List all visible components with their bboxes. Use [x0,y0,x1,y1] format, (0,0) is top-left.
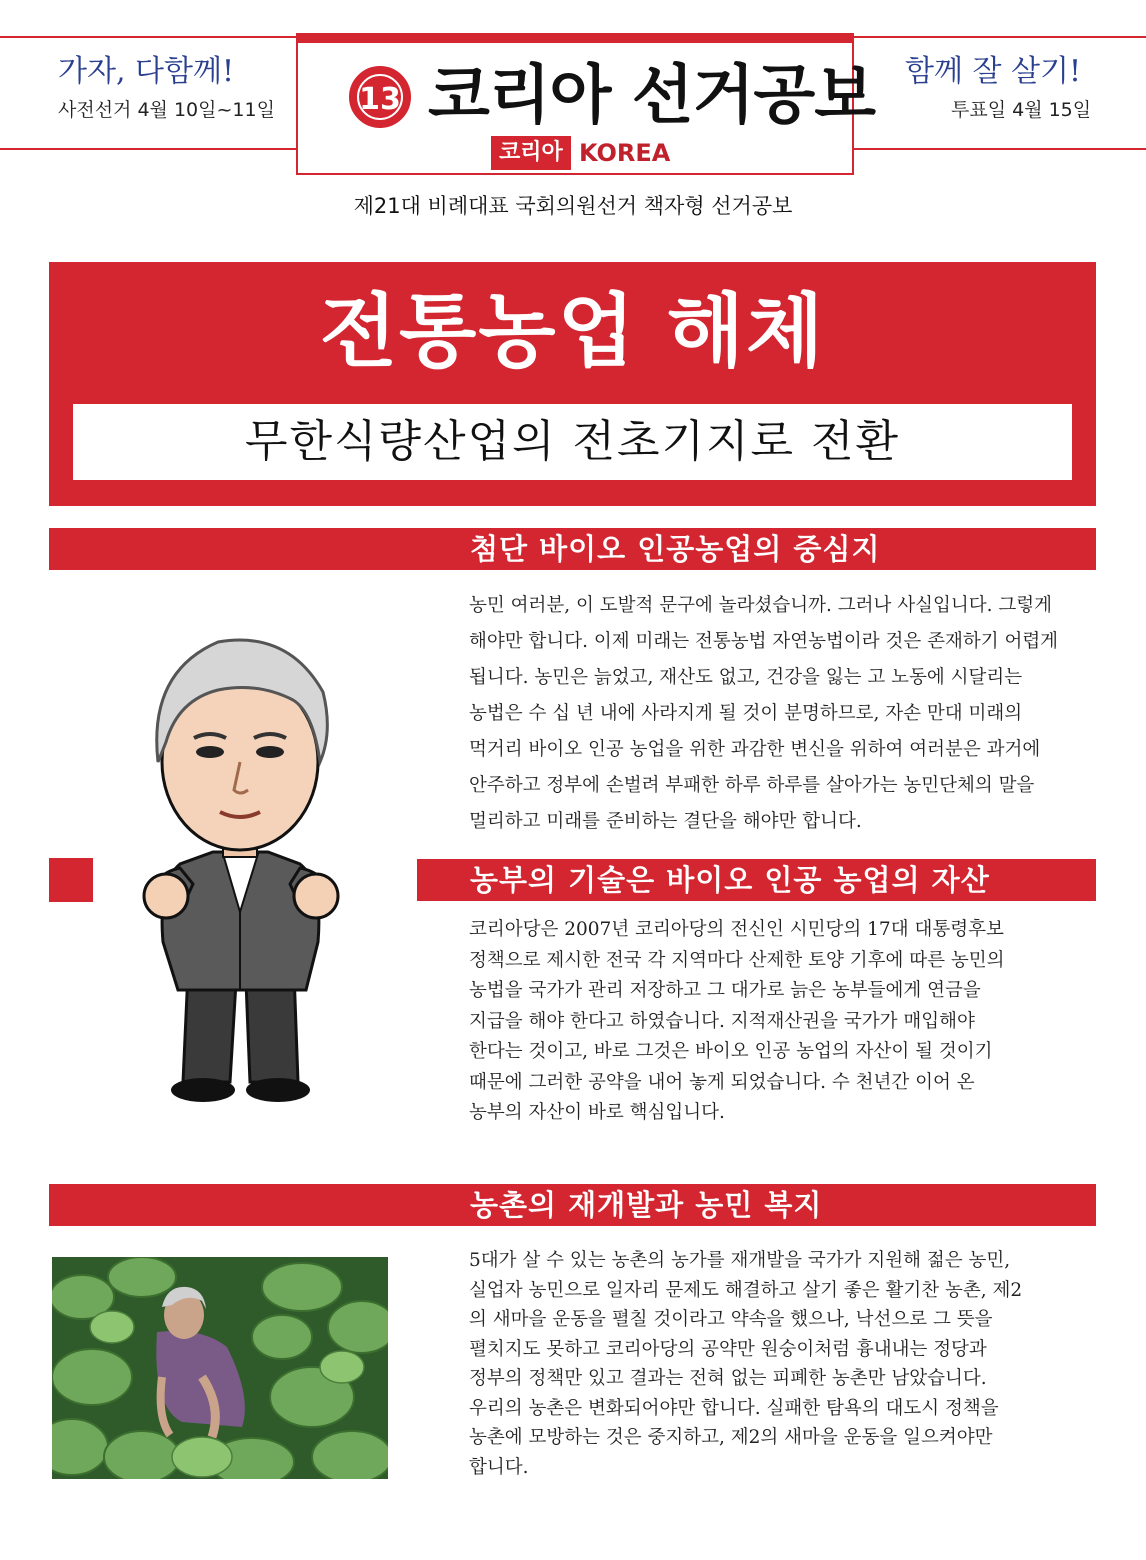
early-vote-date: 사전선거 4월 10일~11일 [58,99,275,121]
body-line: 한다는 것이고, 바로 그것은 바이오 인공 농업의 자산이 될 것이기 [469,1041,993,1062]
body-line: 펼치지도 못하고 코리아당의 공약만 원숭이처럼 흉내내는 정당과 [469,1338,987,1360]
body-line: 합니다. [469,1456,529,1478]
body-line: 해야만 합니다. 이제 미래는 전통농법 자연농법이라 것은 존재하기 어렵게 [469,631,1059,652]
slogan-right: 함께 잘 살기! [905,54,1082,89]
body-line: 농촌에 모방하는 것은 중지하고, 제2의 새마을 운동을 일으켜야만 [469,1427,993,1448]
masthead-top-band [296,33,854,43]
section-body-3 [469,1246,1022,1482]
body-line: 코리아당은 2007년 코리아당의 전신인 시민당의 17대 대통령후보 [469,919,1004,940]
body-line: 우리의 농촌은 변화되어야만 합니다. 실패한 탐욕의 대도시 정책을 [469,1397,999,1419]
body-line: 실업자 농민으로 일자리 문제도 해결하고 살기 좋은 활기찬 농촌, 제2 [469,1279,1023,1301]
ballot-number-badge [349,66,411,128]
body-line: 농법을 국가가 관리 저장하고 그 대가로 늙은 농부들에게 연금을 [469,980,981,1001]
section-title-1: 첨단 바이오 인공농업의 중심지 [470,532,881,566]
election-subtitle: 제21대 비례대표 국회의원선거 책자형 선거공보 [353,194,793,218]
body-line: 안주하고 정부에 손벌려 부패한 하루 하루를 살아가는 농민단체의 말을 [469,775,1035,796]
hero-subtitle: 무한식량산업의 전초기지로 전환 [244,416,901,467]
body-line: 농민 여러분, 이 도발적 문구에 놀라셨습니까. 그러나 사실입니다. 그렇게 [469,595,1052,616]
body-line: 먹거리 바이오 인공 농업을 위한 과감한 변신을 위하여 여러분은 과거에 [469,739,1041,760]
body-line: 지급을 해야 한다고 하였습니다. 지적재산권을 국가가 매입해야 [469,1010,975,1032]
body-line: 의 새마을 운동을 펼칠 것이라고 약속을 했으나, 낙선으로 그 뜻을 [469,1309,993,1330]
paper-title: 코리아 선거공보 [428,59,876,133]
vote-day-date: 투표일 4월 15일 [951,99,1092,121]
red-accent-square [49,858,93,902]
hero-subtitle-box [73,404,1072,480]
body-line: 때문에 그러한 공약을 내어 놓게 되었습니다. 수 천년간 이어 온 [469,1071,975,1093]
party-name-kr: 코리아 [491,136,571,170]
body-line: 정부의 정책만 있고 결과는 전혀 없는 피폐한 농촌만 남았습니다. [469,1368,987,1389]
header-rule-right-top [854,36,1146,38]
header-rule-right-bottom [854,148,1146,150]
party-name-en: KOREA [579,139,671,167]
body-line: 됩니다. 농민은 늙었고, 재산도 없고, 건강을 잃는 고 노동에 시달리는 [469,667,1023,688]
body-line: 정책으로 제시한 전국 각 지역마다 산제한 토양 기후에 따른 농민의 [469,949,1005,971]
header-rule-left-top [0,36,296,38]
body-line: 5대가 살 수 있는 농촌의 농가를 재개발을 국가가 지원해 젊은 농민, [469,1250,1011,1271]
ballot-number: 13 [357,74,403,120]
body-line: 농부의 자산이 바로 핵심입니다. [469,1102,725,1123]
header-rule-left-bottom [0,148,296,150]
section-body-2 [469,915,1004,1129]
hero-title: 전통농업 해체 [319,285,826,378]
section-title-2: 농부의 기술은 바이오 인공 농업의 자산 [470,863,990,897]
hero-banner [49,262,1096,506]
candidate-caricature [118,612,363,1112]
section-title-3: 농촌의 재개발과 농민 복지 [470,1188,823,1222]
farm-photo [52,1257,388,1479]
slogan-left: 가자, 다함께! [58,54,235,89]
section-body-1 [469,588,1058,840]
body-line: 농법은 수 십 년 내에 사라지게 될 것이 분명하므로, 자손 만대 미래의 [469,703,1023,724]
body-line: 멀리하고 미래를 준비하는 결단을 해야만 합니다. [469,811,862,832]
